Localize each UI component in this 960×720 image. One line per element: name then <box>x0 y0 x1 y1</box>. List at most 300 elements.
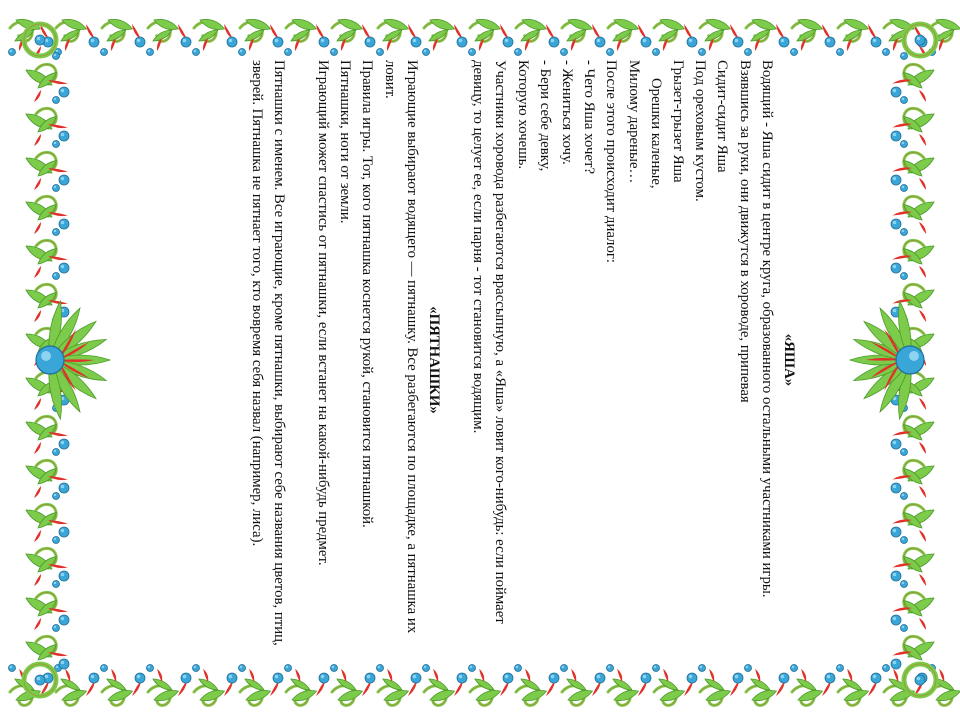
berry-highlight <box>37 677 41 681</box>
blue-berry-shape <box>745 665 752 672</box>
blue-berry-shape <box>549 673 559 683</box>
berry-highlight <box>332 50 334 52</box>
blue-berry-shape <box>901 53 908 60</box>
verse-line: Под ореховым кустом. <box>692 60 709 202</box>
blue-berry-shape <box>35 35 45 45</box>
blue-berry-shape <box>53 449 60 456</box>
blue-berry-shape <box>561 665 568 672</box>
berry-highlight <box>240 50 242 52</box>
berry-highlight <box>194 50 196 52</box>
medallion-center <box>36 346 64 374</box>
blue-berry-shape <box>181 37 191 47</box>
leaf-shape <box>751 679 770 690</box>
leaf-shape <box>706 690 730 700</box>
blue-berry-shape <box>53 625 60 632</box>
leaf-shape <box>291 679 310 690</box>
blue-berry-shape <box>733 37 743 47</box>
dialog-line: - Бери себе девку, <box>536 60 553 172</box>
blue-berry-shape <box>59 527 69 537</box>
berry-highlight <box>873 675 877 679</box>
berry-highlight <box>54 98 56 100</box>
rotated-text-page <box>160 60 800 660</box>
berry-highlight <box>902 274 904 276</box>
berry-highlight <box>54 494 56 496</box>
berry-highlight <box>893 221 897 225</box>
red-petal-shape <box>919 178 926 190</box>
blue-berry-shape <box>891 659 901 669</box>
blue-berry-shape <box>699 49 706 56</box>
leaf-shape <box>660 19 684 29</box>
leaf-shape <box>798 690 822 700</box>
berry-highlight <box>102 50 104 52</box>
red-petal-shape <box>919 134 926 146</box>
berry-highlight <box>367 675 371 679</box>
berry-highlight <box>654 50 656 52</box>
berry-highlight <box>654 666 656 668</box>
leaf-shape <box>200 690 224 700</box>
blue-berry-shape <box>549 37 559 47</box>
berry-highlight <box>902 186 904 188</box>
leaf-shape <box>660 690 684 700</box>
blue-berry-shape <box>915 675 925 685</box>
berry-highlight <box>746 666 748 668</box>
berry-highlight <box>413 675 417 679</box>
red-petal-shape <box>919 530 926 542</box>
berry-highlight <box>332 666 334 668</box>
berry-highlight <box>505 39 509 43</box>
blue-berry-shape <box>457 37 467 47</box>
berry-highlight <box>37 37 41 41</box>
yasha-intro: Водящий - Яша сидит в центре круга, образованного остальными участниками игры. Взявшись за руки, они движутся в хороводе, припевая <box>736 60 775 598</box>
leaf-shape <box>752 19 776 29</box>
leaf-shape <box>108 690 132 700</box>
red-petal-shape <box>919 266 926 278</box>
berry-highlight <box>183 39 187 43</box>
blue-berry-shape <box>515 665 522 672</box>
blue-berry-shape <box>53 493 60 500</box>
berry-highlight <box>516 50 518 52</box>
leaf-shape <box>613 679 632 690</box>
leaf-shape <box>567 679 586 690</box>
berry-highlight <box>61 661 65 665</box>
berry-highlight <box>608 666 610 668</box>
red-petal-shape <box>919 90 926 102</box>
leaf-shape <box>843 679 862 690</box>
leaf-shape <box>430 690 454 700</box>
berry-highlight <box>194 666 196 668</box>
blue-berry-shape <box>59 659 69 669</box>
berry-highlight <box>54 186 56 188</box>
blue-berry-shape <box>181 673 191 683</box>
blue-berry-shape <box>791 49 798 56</box>
blue-berry-shape <box>915 35 925 45</box>
berry-highlight <box>61 89 65 93</box>
blue-berry-shape <box>59 175 69 185</box>
blue-berry-shape <box>193 49 200 56</box>
blue-berry-shape <box>285 665 292 672</box>
leaf-shape <box>705 679 724 690</box>
blue-berry-shape <box>901 449 908 456</box>
red-petal-shape <box>34 134 41 146</box>
red-petal-shape <box>34 398 41 410</box>
berry-highlight <box>54 142 56 144</box>
berry-highlight <box>61 177 65 181</box>
leaf-shape <box>797 679 816 690</box>
berry-highlight <box>902 230 904 232</box>
blue-berry-shape <box>745 49 752 56</box>
blue-berry-shape <box>891 439 901 449</box>
leaf-shape <box>476 19 500 29</box>
berry-highlight <box>54 274 56 276</box>
red-petal-shape <box>919 574 926 586</box>
berry-highlight <box>275 675 279 679</box>
blue-berry-shape <box>607 49 614 56</box>
berry-highlight <box>148 666 150 668</box>
leaf-shape <box>798 19 822 29</box>
blue-berry-shape <box>891 483 901 493</box>
blue-berry-shape <box>901 185 908 192</box>
berry-highlight <box>45 675 49 679</box>
blue-berry-shape <box>53 141 60 148</box>
blue-berry-shape <box>469 665 476 672</box>
berry-highlight <box>54 230 56 232</box>
berry-highlight <box>378 666 380 668</box>
berry-highlight <box>91 39 95 43</box>
leaf-shape <box>108 19 132 29</box>
pyatnashki-p3: Пятнашки, ноги от земли. <box>337 60 354 224</box>
blue-berry-shape <box>825 37 835 47</box>
red-petal-shape <box>34 266 41 278</box>
blue-berry-shape <box>503 673 513 683</box>
berry-highlight <box>893 89 897 93</box>
verse-line: Милому дареные… <box>625 60 642 184</box>
leaf-shape <box>384 19 408 29</box>
dialog-line: - Жениться хочу. <box>558 60 575 165</box>
berry-highlight <box>689 39 693 43</box>
berry-highlight <box>781 39 785 43</box>
blue-berry-shape <box>59 219 69 229</box>
red-petal-shape <box>34 178 41 190</box>
berry-highlight <box>413 39 417 43</box>
section-title-yasha: «ЯША» <box>781 333 797 387</box>
berry-highlight <box>459 39 463 43</box>
leaf-shape <box>292 690 316 700</box>
berry-highlight <box>61 221 65 225</box>
blue-berry-shape <box>653 665 660 672</box>
blue-berry-shape <box>9 665 16 672</box>
blue-berry-shape <box>891 219 901 229</box>
blue-berry-shape <box>89 37 99 47</box>
blue-berry-shape <box>9 49 16 56</box>
leaf-shape <box>844 690 868 700</box>
berry-highlight <box>893 573 897 577</box>
blue-berry-shape <box>411 673 421 683</box>
red-petal-shape <box>34 222 41 234</box>
blue-berry-shape <box>135 673 145 683</box>
blue-berry-shape <box>883 49 890 56</box>
berry-highlight <box>597 39 601 43</box>
pyatnashki-with-name: Пятнашки с именем. Все играющие, кроме пятнашки, выбирают себе названия цветов, птиц, зверей. Пятнашка не пятнает того, кто вовремя себя назвал (например, лиса). <box>248 60 287 646</box>
blue-berry-shape <box>53 581 60 588</box>
leaf-shape <box>153 679 172 690</box>
blue-berry-shape <box>53 229 60 236</box>
blue-berry-shape <box>423 665 430 672</box>
berry-highlight <box>56 666 58 668</box>
red-petal-shape <box>34 90 41 102</box>
blue-berry-shape <box>365 37 375 47</box>
blue-berry-shape <box>901 625 908 632</box>
blue-berry-shape <box>239 665 246 672</box>
blue-berry-shape <box>891 615 901 625</box>
berry-highlight <box>893 661 897 665</box>
blue-berry-shape <box>901 537 908 544</box>
blue-berry-shape <box>89 673 99 683</box>
blue-berry-shape <box>53 53 60 60</box>
blue-berry-shape <box>901 229 908 236</box>
berry-highlight <box>61 133 65 137</box>
berry-highlight <box>902 98 904 100</box>
berry-highlight <box>516 666 518 668</box>
blue-berry-shape <box>901 493 908 500</box>
blue-berry-shape <box>239 49 246 56</box>
berry-highlight <box>286 666 288 668</box>
berry-highlight <box>229 39 233 43</box>
berry-highlight <box>137 39 141 43</box>
blue-berry-shape <box>891 263 901 273</box>
red-petal-shape <box>34 618 41 630</box>
berry-highlight <box>917 677 921 681</box>
leaf-shape <box>476 690 500 700</box>
leaf-shape <box>200 19 224 29</box>
leaf-shape <box>659 679 678 690</box>
blue-berry-shape <box>699 665 706 672</box>
berry-highlight <box>148 50 150 52</box>
red-petal-shape <box>34 530 41 542</box>
blue-berry-shape <box>53 537 60 544</box>
red-petal-shape <box>34 574 41 586</box>
berry-highlight <box>562 666 564 668</box>
berry-highlight <box>838 666 840 668</box>
berry-highlight <box>700 50 702 52</box>
leaf-shape <box>246 690 270 700</box>
berry-highlight <box>61 441 65 445</box>
blue-berry-shape <box>59 483 69 493</box>
medallion-highlight <box>41 351 51 361</box>
berry-highlight <box>54 54 56 56</box>
berry-highlight <box>700 666 702 668</box>
blue-berry-shape <box>653 49 660 56</box>
berry-highlight <box>61 617 65 621</box>
leaf-shape <box>154 19 178 29</box>
leaf-shape <box>568 19 592 29</box>
red-petal-shape <box>919 486 926 498</box>
blue-berry-shape <box>503 37 513 47</box>
blue-berry-shape <box>59 615 69 625</box>
berry-highlight <box>893 309 897 313</box>
blue-berry-shape <box>53 97 60 104</box>
blue-berry-shape <box>837 49 844 56</box>
blue-berry-shape <box>227 37 237 47</box>
leaf-shape <box>430 19 454 29</box>
leaf-shape <box>245 679 264 690</box>
blue-berry-shape <box>883 665 890 672</box>
leaf-shape <box>337 679 356 690</box>
berry-highlight <box>61 265 65 269</box>
blue-berry-shape <box>227 673 237 683</box>
berry-highlight <box>838 50 840 52</box>
berry-highlight <box>470 666 472 668</box>
berry-highlight <box>902 450 904 452</box>
section-title-pyatnashki: «ПЯТНАШКИ» <box>425 306 442 414</box>
berry-highlight <box>827 39 831 43</box>
blue-berry-shape <box>147 665 154 672</box>
berry-highlight <box>424 50 426 52</box>
blue-berry-shape <box>101 665 108 672</box>
blue-berry-shape <box>59 571 69 581</box>
blue-berry-shape <box>53 185 60 192</box>
leaf-shape <box>522 19 546 29</box>
blue-berry-shape <box>193 665 200 672</box>
berry-highlight <box>10 50 12 52</box>
blue-berry-shape <box>779 673 789 683</box>
berry-highlight <box>229 675 233 679</box>
berry-highlight <box>551 39 555 43</box>
leaf-shape <box>61 679 80 690</box>
verse-line: Сидит-сидит Яша <box>714 60 731 173</box>
blue-berry-shape <box>35 675 45 685</box>
blue-berry-shape <box>53 273 60 280</box>
berry-highlight <box>792 666 794 668</box>
blue-berry-shape <box>779 37 789 47</box>
blue-berry-shape <box>411 37 421 47</box>
berry-highlight <box>378 50 380 52</box>
pyatnashki-p4: Играющий может спастись от пятнашки, если встанет на какой-нибудь предмет. <box>314 60 331 566</box>
berry-highlight <box>884 50 886 52</box>
berry-highlight <box>367 39 371 43</box>
blue-berry-shape <box>891 131 901 141</box>
blue-berry-shape <box>595 37 605 47</box>
blue-berry-shape <box>825 673 835 683</box>
berry-highlight <box>102 666 104 668</box>
blue-berry-shape <box>101 49 108 56</box>
medallion-center <box>896 346 924 374</box>
berry-highlight <box>608 50 610 52</box>
blue-berry-shape <box>891 571 901 581</box>
blue-berry-shape <box>59 439 69 449</box>
red-petal-shape <box>919 618 926 630</box>
berry-highlight <box>505 675 509 679</box>
berry-highlight <box>893 177 897 181</box>
red-petal-shape <box>919 310 926 322</box>
red-petal-shape <box>919 398 926 410</box>
red-petal-shape <box>919 442 926 454</box>
berry-highlight <box>902 494 904 496</box>
berry-highlight <box>902 582 904 584</box>
section-gap <box>445 60 467 660</box>
dialog-line: Которую хочешь. <box>514 60 531 170</box>
leaf-shape <box>199 679 218 690</box>
dialog-intro: После этого происходит диалог: <box>603 60 620 264</box>
berry-highlight <box>792 50 794 52</box>
leaf-shape <box>522 690 546 700</box>
berry-highlight <box>321 39 325 43</box>
berry-highlight <box>54 538 56 540</box>
berry-highlight <box>286 50 288 52</box>
medallion-highlight <box>909 351 919 361</box>
berry-highlight <box>183 675 187 679</box>
berry-highlight <box>884 666 886 668</box>
berry-highlight <box>902 54 904 56</box>
leaf-shape <box>107 679 126 690</box>
leaf-shape <box>154 690 178 700</box>
blue-berry-shape <box>837 665 844 672</box>
leaf-shape <box>338 690 362 700</box>
leaf-shape <box>475 679 494 690</box>
berry-highlight <box>873 39 877 43</box>
berry-highlight <box>56 50 58 52</box>
leaf-shape <box>521 679 540 690</box>
verse-line: Орешки каленые, <box>647 78 664 189</box>
berry-highlight <box>893 441 897 445</box>
blue-berry-shape <box>607 665 614 672</box>
blue-berry-shape <box>871 673 881 683</box>
blue-berry-shape <box>641 37 651 47</box>
leaf-shape <box>936 19 960 29</box>
blue-berry-shape <box>871 37 881 47</box>
berry-highlight <box>137 675 141 679</box>
berry-highlight <box>551 675 555 679</box>
blue-berry-shape <box>733 673 743 683</box>
berry-highlight <box>902 538 904 540</box>
blue-berry-shape <box>901 273 908 280</box>
berry-highlight <box>893 265 897 269</box>
leaf-shape <box>614 19 638 29</box>
blue-berry-shape <box>457 673 467 683</box>
leaf-shape <box>292 19 316 29</box>
blue-berry-shape <box>59 87 69 97</box>
berry-highlight <box>781 675 785 679</box>
berry-highlight <box>893 485 897 489</box>
leaf-shape <box>62 19 86 29</box>
blue-berry-shape <box>59 131 69 141</box>
berry-highlight <box>91 675 95 679</box>
leaf-shape <box>844 19 868 29</box>
blue-berry-shape <box>273 673 283 683</box>
blue-berry-shape <box>595 673 605 683</box>
berry-highlight <box>893 133 897 137</box>
blue-berry-shape <box>469 49 476 56</box>
blue-berry-shape <box>377 665 384 672</box>
berry-highlight <box>470 50 472 52</box>
blue-berry-shape <box>891 527 901 537</box>
red-petal-shape <box>34 442 41 454</box>
berry-highlight <box>902 626 904 628</box>
leaf-shape <box>936 690 960 700</box>
berry-highlight <box>902 142 904 144</box>
blue-berry-shape <box>319 673 329 683</box>
blue-berry-shape <box>891 175 901 185</box>
berry-highlight <box>562 50 564 52</box>
yasha-outro: Участники хоровода разбегаются врассыпную, а «Яша» ловит кого-нибудь: если поймает девицу, то целует ее, если парня - тот становится водящим. <box>470 60 509 624</box>
leaf-shape <box>568 690 592 700</box>
blue-berry-shape <box>285 49 292 56</box>
berry-highlight <box>643 39 647 43</box>
berry-highlight <box>54 582 56 584</box>
berry-highlight <box>597 675 601 679</box>
dialog-line: - Чего Яша хочет? <box>581 60 598 175</box>
pyatnashki-p1: Играющие выбирают водящего — пятнашку. Все разбегаются по площадке, а пятнашка их ловит. <box>381 60 420 634</box>
blue-berry-shape <box>901 581 908 588</box>
